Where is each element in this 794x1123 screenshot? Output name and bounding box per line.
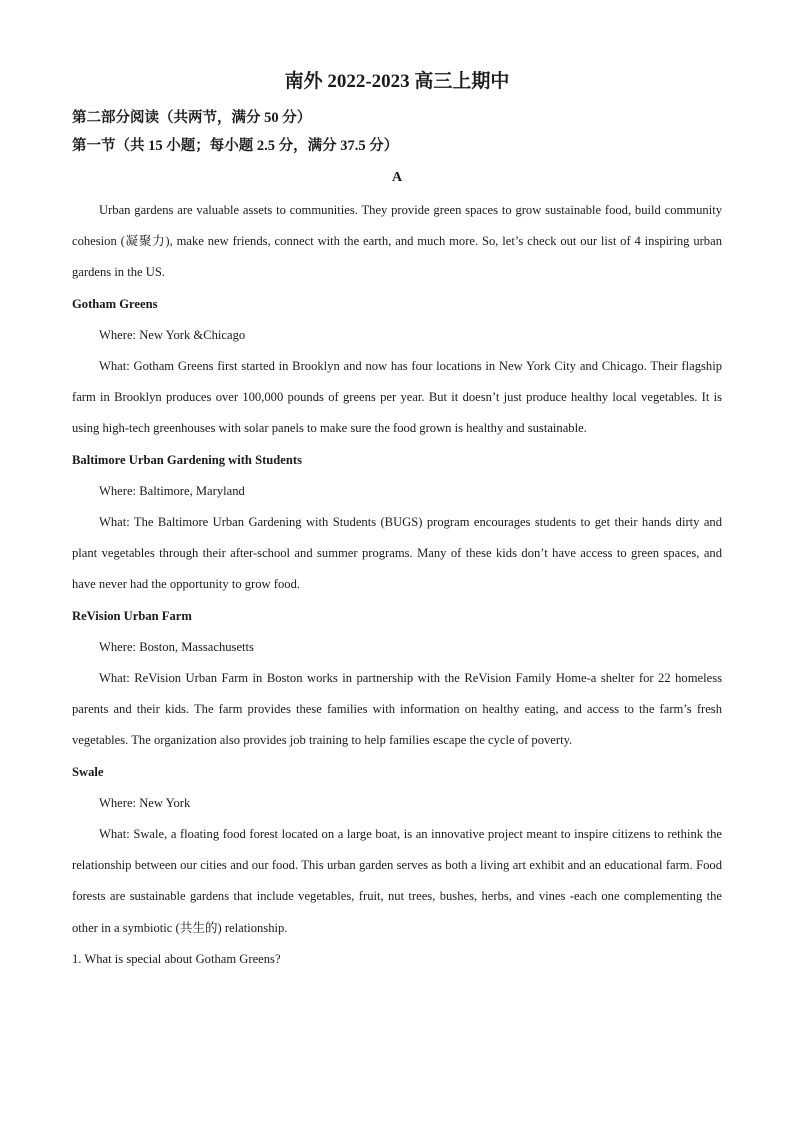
passage-letter: A <box>391 170 403 185</box>
garden-where: Where: Baltimore, Maryland <box>99 483 245 498</box>
garden-where: Where: Boston, Massachusetts <box>99 639 254 654</box>
garden-where: Where: New York <box>99 795 191 810</box>
part-heading: 第二部分阅读（共两节，满分 50 分） <box>72 110 312 126</box>
garden-name: Gotham Greens <box>72 296 158 311</box>
garden-entry-bugs <box>72 445 722 601</box>
section-heading: 第一节（共 15 小题；每小题 2.5 分，满分 37.5 分） <box>72 138 399 154</box>
garden-name: Swale <box>72 764 104 779</box>
garden-what: What: ReVision Urban Farm in Boston works in partnership with the ReVision Family Home-a shelter for 22 homeless parents and their kids. The farm provides these families with information on healthy eating, and access to the farm’s fresh vegetables. The organization also provides job training to help families escape the cycle of poverty. <box>72 671 722 748</box>
garden-what: What: The Baltimore Urban Gardening with Students (BUGS) program encourages students to get their hands dirty and plant vegetables through their after-school and summer programs. Many of these kids don’t have access to green spaces, and have never had the opportunity to grow food. <box>72 515 722 592</box>
garden-entry-gotham-greens <box>72 289 722 445</box>
garden-name: Baltimore Urban Gardening with Students <box>72 452 302 467</box>
question-1: 1. What is special about Gotham Greens? <box>72 951 281 966</box>
intro-paragraph: Urban gardens are valuable assets to communities. They provide green spaces to grow sustainable food, build community cohesion (凝聚力), make new friends, connect with the earth, and much more. So, let’s check out our list of 4 inspiring urban gardens in the US. <box>72 203 722 280</box>
garden-what: What: Gotham Greens first started in Brooklyn and now has four locations in New York City and Chicago. Their flagship farm in Brooklyn produces over 100,000 pounds of greens per year. But it doesn’t just produce healthy local vegetables. It is using high-tech greenhouses with solar panels to make sure the food grown is healthy and sustainable. <box>72 359 722 436</box>
garden-entry-swale <box>72 757 722 944</box>
garden-name: ReVision Urban Farm <box>72 608 192 623</box>
garden-where: Where: New York &Chicago <box>99 327 246 342</box>
garden-entry-revision <box>72 601 722 757</box>
document-title: 南外 2022-2023 高三上期中 <box>284 71 510 92</box>
document-page <box>72 66 722 975</box>
garden-what: What: Swale, a floating food forest located on a large boat, is an innovative project meant to inspire citizens to rethink the relationship between our cities and our food. This urban garden serves as both a living art exhibit and an educational farm. Food forests are sustainable gardens that include vegetables, fruit, nut trees, bushes, herbs, and vines -each one complementing the other in a symbiotic (共生的) relationship. <box>72 827 722 935</box>
